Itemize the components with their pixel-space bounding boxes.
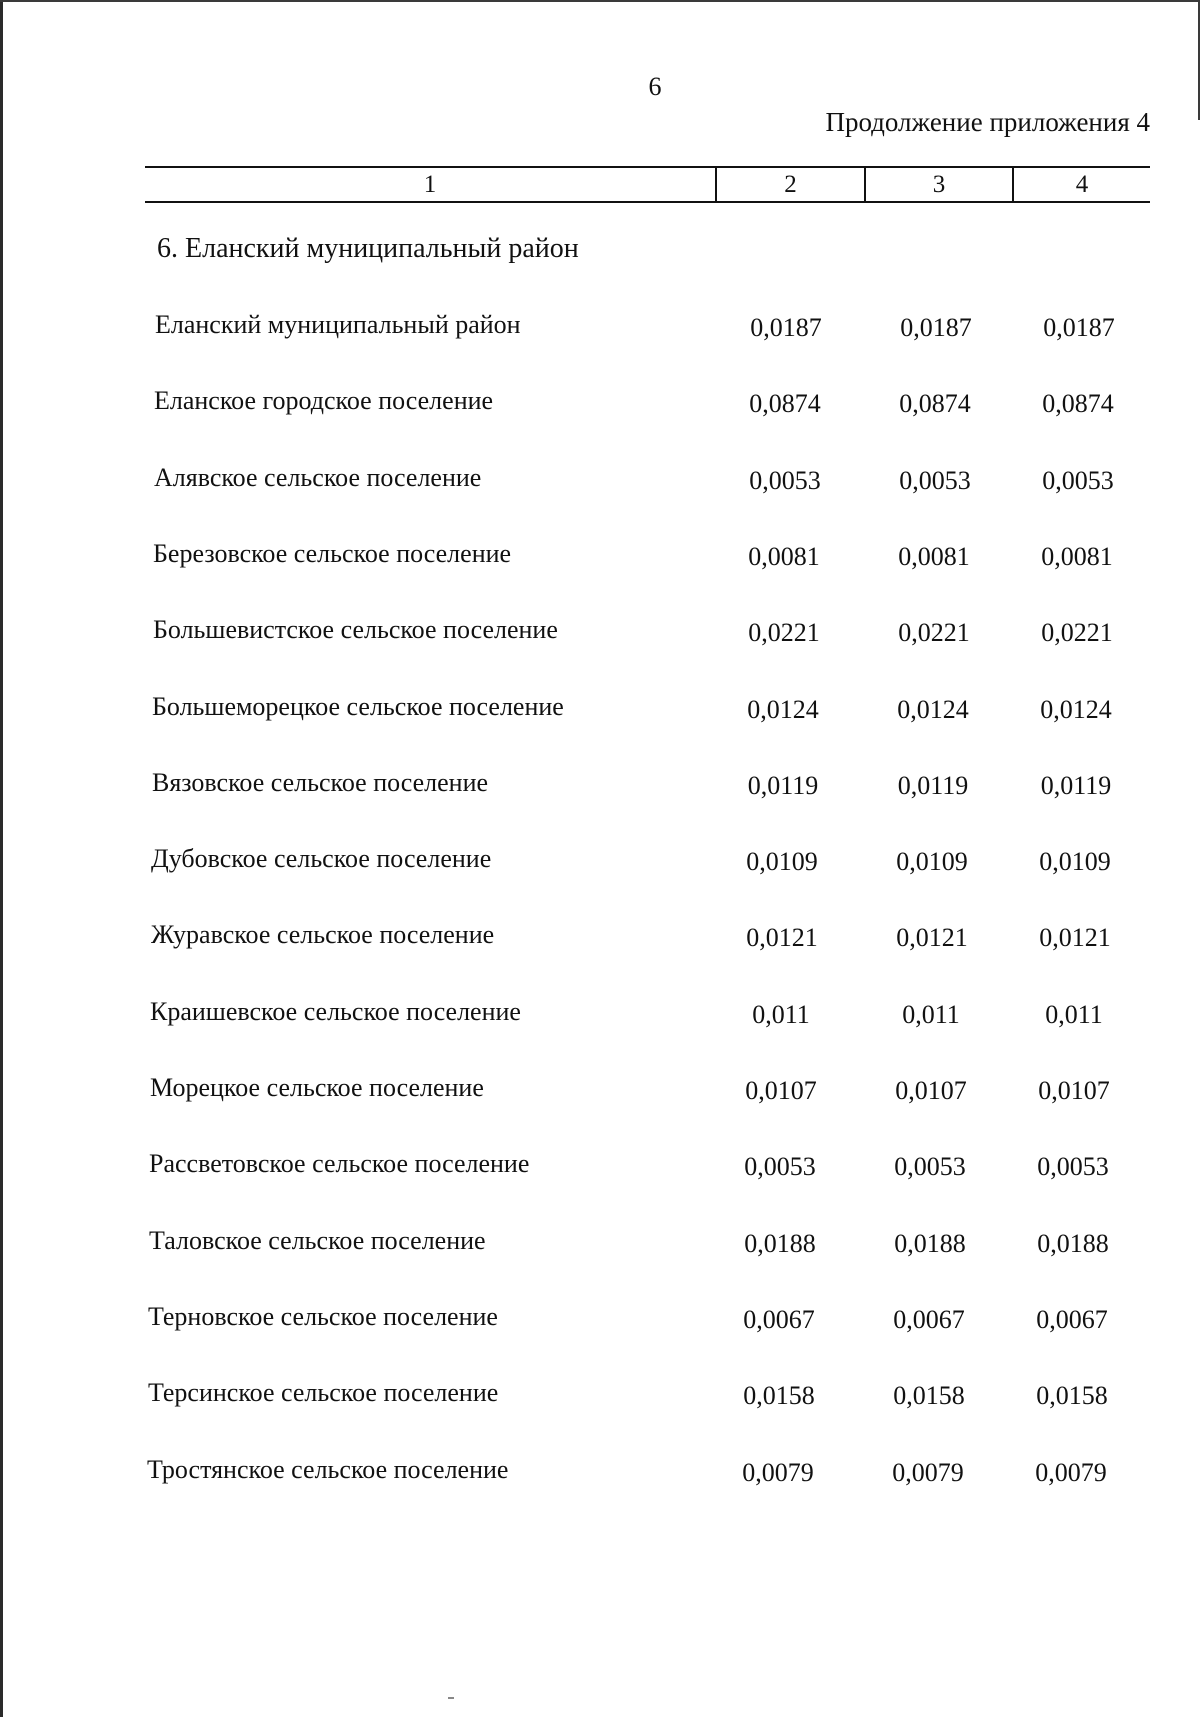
row-value-col-4: 0,0053 xyxy=(1037,1152,1109,1182)
row-value-col-2: 0,0187 xyxy=(750,313,822,342)
continuation-label: Продолжение приложения 4 xyxy=(825,107,1150,137)
row-value-col-2: 0,0119 xyxy=(747,770,819,800)
header-cell-1: 1 xyxy=(423,171,437,198)
table-row xyxy=(0,844,1200,884)
row-value-col-3: 0,0067 xyxy=(893,1304,965,1334)
row-value-col-2: 0,0221 xyxy=(748,618,820,648)
row-value-col-4: 0,0187 xyxy=(1043,313,1115,342)
row-value-col-2: 0,0079 xyxy=(742,1457,814,1487)
row-value-col-3: 0,011 xyxy=(902,999,960,1029)
header-top-rule xyxy=(145,166,1150,168)
row-value-col-2: 0,011 xyxy=(752,999,810,1029)
row-name: Терновское сельское поселение xyxy=(148,1301,498,1331)
header-cell-2: 2 xyxy=(784,171,797,198)
row-value-col-2: 0,0107 xyxy=(745,1076,817,1105)
page-number: 6 xyxy=(648,72,662,101)
row-value-col-4: 0,0221 xyxy=(1041,618,1113,648)
row-value-col-4: 0,0121 xyxy=(1039,923,1111,953)
row-value-col-4: 0,0067 xyxy=(1036,1304,1108,1334)
row-name: Большеморецкое сельское поселение xyxy=(152,691,564,721)
row-value-col-3: 0,0188 xyxy=(894,1228,966,1258)
row-value-col-3: 0,0053 xyxy=(899,465,971,495)
row-name: Тростянское сельское поселение xyxy=(147,1454,509,1484)
row-value-col-4: 0,0109 xyxy=(1039,847,1111,877)
row-value-col-3: 0,0121 xyxy=(896,923,968,953)
row-value-col-2: 0,0124 xyxy=(747,694,819,724)
row-value-col-4: 0,011 xyxy=(1045,999,1103,1029)
row-name: Вязовское сельское поселение xyxy=(152,767,489,797)
table-row xyxy=(0,768,1200,808)
row-value-col-3: 0,0109 xyxy=(896,847,968,877)
row-name: Дубовское сельское поселение xyxy=(151,844,492,874)
row-value-col-3: 0,0187 xyxy=(900,313,972,342)
row-value-col-4: 0,0053 xyxy=(1042,465,1114,495)
table-row xyxy=(0,615,1200,655)
row-name: Большевистское сельское поселение xyxy=(153,615,558,645)
table-row xyxy=(0,1455,1200,1495)
row-name: Рассветовское сельское поселение xyxy=(149,1149,530,1179)
row-value-col-3: 0,0053 xyxy=(894,1152,966,1182)
row-name: Морецкое сельское поселение xyxy=(150,1073,484,1102)
table-row xyxy=(0,1226,1200,1266)
row-value-col-2: 0,0188 xyxy=(744,1228,816,1258)
row-value-col-3: 0,0124 xyxy=(897,694,969,724)
row-value-col-3: 0,0221 xyxy=(898,618,970,648)
table-row xyxy=(0,1073,1200,1113)
row-name: Еланское городское поселение xyxy=(154,386,494,416)
row-value-col-3: 0,0081 xyxy=(898,541,970,571)
row-name: Еланский муниципальный район xyxy=(155,310,521,339)
row-value-col-4: 0,0124 xyxy=(1040,694,1112,724)
row-value-col-2: 0,0874 xyxy=(749,389,821,419)
row-value-col-2: 0,0053 xyxy=(744,1152,816,1182)
table-row xyxy=(0,997,1200,1037)
row-value-col-4: 0,0158 xyxy=(1036,1381,1108,1411)
table-header xyxy=(145,160,1150,204)
row-value-col-2: 0,0081 xyxy=(748,541,820,571)
row-value-col-3: 0,0119 xyxy=(897,770,969,800)
row-value-col-3: 0,0079 xyxy=(892,1457,964,1487)
row-name: Журавское сельское поселение xyxy=(151,920,495,950)
table-row xyxy=(0,386,1200,426)
row-name: Таловское сельское поселение xyxy=(149,1225,486,1255)
header-cell-3: 3 xyxy=(932,171,946,198)
row-value-col-4: 0,0874 xyxy=(1042,389,1114,419)
row-value-col-3: 0,0107 xyxy=(895,1076,967,1105)
row-value-col-4: 0,0079 xyxy=(1035,1457,1107,1487)
scan-edge-top xyxy=(0,0,1200,2)
row-value-col-2: 0,0121 xyxy=(746,923,818,953)
table-row xyxy=(0,1149,1200,1189)
row-value-col-3: 0,0158 xyxy=(893,1381,965,1411)
scan-speck xyxy=(448,1697,454,1699)
row-value-col-2: 0,0158 xyxy=(743,1381,815,1411)
table-row xyxy=(0,310,1200,350)
row-value-col-4: 0,0119 xyxy=(1040,770,1112,800)
row-name: Березовское сельское поселение xyxy=(153,538,512,568)
section-title: 6. Еланский муниципальный район xyxy=(157,233,579,264)
header-bottom-rule xyxy=(145,201,1150,203)
row-value-col-3: 0,0874 xyxy=(899,389,971,419)
row-value-col-4: 0,0188 xyxy=(1037,1228,1109,1258)
row-value-col-2: 0,0109 xyxy=(746,847,818,877)
row-name: Краишевское сельское поселение xyxy=(150,996,521,1026)
table-row xyxy=(0,539,1200,579)
row-value-col-2: 0,0053 xyxy=(749,465,821,495)
row-name: Терсинское сельское поселение xyxy=(148,1378,499,1408)
row-value-col-4: 0,0107 xyxy=(1038,1076,1110,1105)
row-value-col-2: 0,0067 xyxy=(743,1304,815,1334)
table-row xyxy=(0,692,1200,732)
row-value-col-4: 0,0081 xyxy=(1041,541,1113,571)
table-row xyxy=(0,1378,1200,1418)
row-name: Алявское сельское поселение xyxy=(154,462,482,492)
table-row xyxy=(0,1302,1200,1342)
header-cell-4: 4 xyxy=(1075,171,1089,198)
table-row xyxy=(0,920,1200,960)
table-row xyxy=(0,463,1200,503)
